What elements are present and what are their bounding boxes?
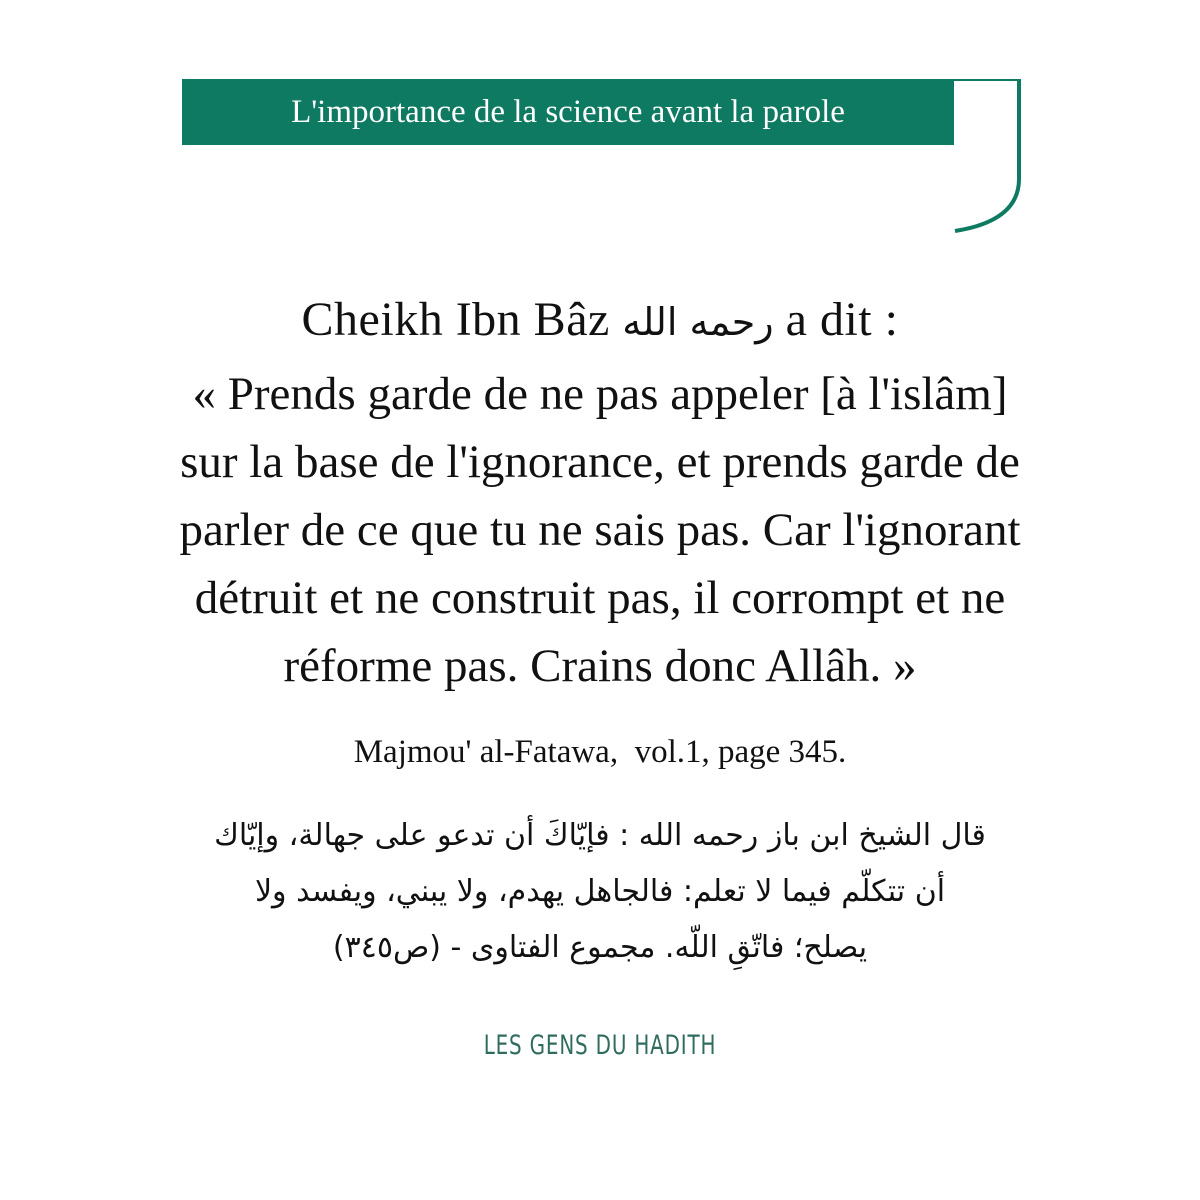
comma-bracket-icon [935,79,1035,239]
attribution-suffix: a dit : [773,293,899,346]
arabic-quote-line: يصلح؛ فاتّقِ اللّه. مجموع الفتاوى - (ص٣٤٥) [332,930,868,965]
attribution-prefix: Cheikh Ibn Bâz [301,293,623,346]
quote-line: sur la base de l'ignorance, et prends garde de [180,436,1020,488]
header-banner [182,79,954,145]
arabic-quote [120,808,1080,976]
french-quote [40,360,1160,700]
quote-line: réforme pas. Crains donc Allâh. » [283,640,917,692]
arabic-quote-line: قال الشيخ ابن باز رحمه الله : فإيّاكَ أن تدعو على جهالة، وإيّاك [214,818,986,853]
attribution-line [0,288,1200,354]
attribution-arabic-honorific: رحمه الله [622,300,774,344]
quote-line: parler de ce que tu ne sais pas. Car l'ignorant [179,504,1021,556]
arabic-quote-line: أن تتكلّم فيما لا تعلم: فالجاهل يهدم، ولا يبني، ويفسد ولا [254,874,946,909]
quote-line: « Prends garde de ne pas appeler [à l'islâm] [192,368,1008,420]
quote-line: détruit et ne construit pas, il corrompt et ne [194,572,1006,624]
brand-name: LES GENS DU HADITH [483,1030,717,1061]
source-reference: Majmou' al-Fatawa, vol.1, page 345. [353,734,847,770]
header-title: L'importance de la science avant la parole [291,93,845,130]
